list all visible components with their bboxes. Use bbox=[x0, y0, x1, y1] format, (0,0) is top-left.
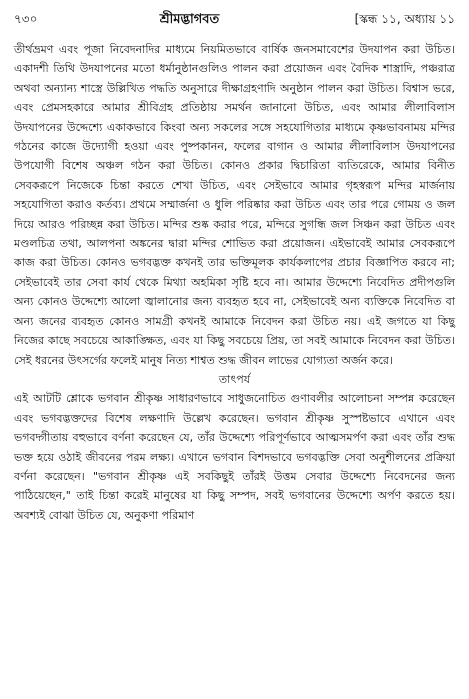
page-number: ৭৩০ bbox=[14, 12, 38, 26]
book-title: শ্রীমদ্ভাগবত bbox=[159, 12, 220, 27]
purport-paragraph: এই আটটি শ্লোকে ভগবান শ্রীকৃষ্ণ সাধারণভাবে সাধুজনোচিত গুণাবলীর আলোচনা সম্পন্ন করেছেন এবং ভগবদ্ভক্তদের বিশেষ লক্ষণাদি উল্লেখ করেছেন। ভগবান শ্রীকৃষ্ণ সুস্পষ্টভাবে এখানে এবং ভগবদ্গীতায় বহুভাবে বর্ণনা করেছেন যে, তাঁর উদ্দেশ্যে পরিপূর্ণভাবে আত্মসমর্পণ করা এবং তাঁর শুদ্ধ ভক্ত হয়ে ওঠাই জীবনের পরম লক্ষ্য। এখানে ভগবান বিশদভাবে ভগবদ্ভক্তি সেবা অনুশীলনের প্রক্রিয়া বর্ণনা করেছেন। "ভগবান শ্রীকৃষ্ণ এই সবকিছুই তাঁরই উত্তম সেবার উদ্দেশ্যে নিবেদনের জন্য পাঠিয়েছেন," তাই চিন্তা করেই মানুষের যা কিছু সম্পদ, সবই ভগবানের উদ্দেশ্যে অর্পণ করতে হয়। অবশ্যই বোঝা উচিত যে, অনুকণা পরিমাণ bbox=[14, 392, 455, 522]
purport-heading: তাৎপর্য bbox=[218, 372, 251, 386]
verse-translation-paragraph: তীর্থভ্রমণ এবং পূজা নিবেদনাদির মাধ্যমে নিয়মিতভাবে বার্ষিক জনসমাবেশের উদযাপন করা উচিত। একাদশী তিথি উদযাপনের মতো ধর্মানুষ্ঠানগুলিও পালন করা প্রয়োজন এবং বৈদিক শাস্ত্রাদি, পঞ্চরাত্র অথবা অন্যান্য শাস্ত্রে উল্লিখিত পদ্ধতি অনুসারে দীক্ষাগ্রহণাদি অনুষ্ঠান পালন করা উচিত। বিশ্বাস ভরে, এবং প্রেমসহকারে আমার শ্রীবিগ্রহ প্রতিষ্ঠায় সমর্থন জানানো উচিত, এবং আমার লীলাবিলাস উদযাপনের উদ্দেশ্যে একাকভাবে কিংবা অন্য সকলের সঙ্গে সহযোগিতার মাধ্যমে কৃষ্ণভাবনাময় মন্দির গঠনের কাজে উদ্যোগী হওয়া এবং পুষ্পকানন, ফলের বাগান ও আমার লীলাবিলাস উদযাপনের উপযোগী বিশেষ অঞ্চল গঠন করা উচিত। কোনও প্রকার দ্বিচারিতা ব্যতিরেকে, আমার বিনীত সেবকরূপে নিজেকে চিন্তা করতে শেখা উচিত, এবং সেইভাবে আমার গৃহস্বরূপ মন্দির মার্জনায় সহযোগিতা করাও কর্তব্য। প্রথমে সম্মার্জনা ও ধুলি পরিষ্কার করা উচিত এবং তার পরে গোময় ও জল দিয়ে আরও পরিচ্ছন্ন করা উচিত। মন্দির শুষ্ক করার পরে, মন্দিরে সুগন্ধি জল সিঞ্চন করা উচিত এবং মণ্ডলচিত্র তথা, আলপনা অঙ্কনের দ্বারা মন্দির শোভিত করা প্রয়োজন। এইভাবেই আমার সেবকরূপে কাজ করা উচিত। কোনও ভগবদ্ভক্ত কখনই তার ভক্তিমূলক কার্যকলাপের প্রচার বিজ্ঞাপিত করবে না; সেইভাবেই তার সেবা কার্য থেকে মিথ্যা অহমিকা সৃষ্টি হবে না। আমার উদ্দেশ্যে নিবেদিত প্রদীপগুলি অন্য কোনও উদ্দেশ্যে আলো জ্বালানোর জন্য ব্যবহৃত হবে না, সেইভাবেই অন্য ব্যক্তিকে নিবেদিত বা অন্য জনের ব্যবহৃত কোনও সামগ্রী কখনই আমাকে নিবেদন করা উচিত নয়। এই জগতে যা কিছু নিজের কাছে সবচেয়ে আকাঙ্ক্ষিত, এবং যা কিছু সবচেয়ে প্রিয়, তা সবই আমাকে নিবেদন করা উচিত। সেই ধরনের উৎসর্গের ফলেই মানুষ নিত্য শাশ্বত শুদ্ধ জীবন লাভের যোগ্যতা অর্জন করে। bbox=[14, 43, 455, 367]
chapter-reference: [স্কন্ধ ১১, অধ্যায় ১১ bbox=[354, 12, 455, 26]
page-header bbox=[14, 10, 455, 30]
